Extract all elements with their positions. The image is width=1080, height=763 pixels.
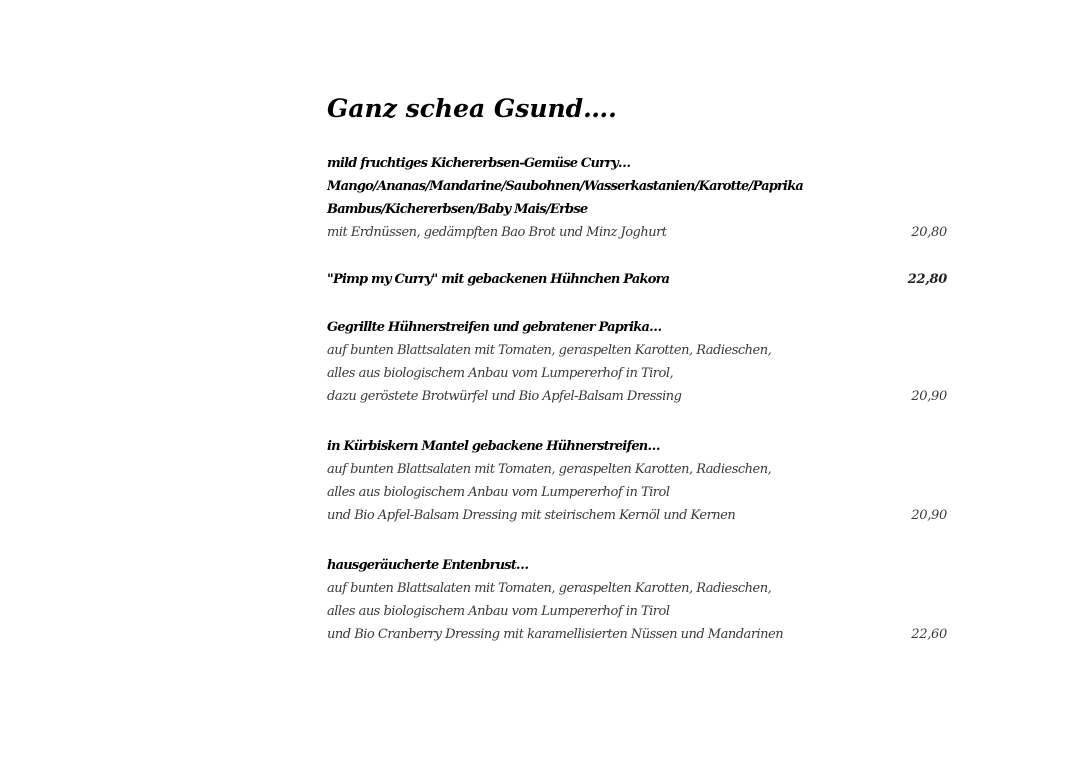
item-description-row	[327, 623, 947, 646]
item-description: alles aus biologischem Anbau vom Lumpererhof in Tirol	[327, 604, 670, 619]
item-name: mild fruchtiges Kichererbsen-Gemüse Curry…	[327, 156, 631, 171]
item-description: auf bunten Blattsalaten mit Tomaten, geraspelten Karotten, Radieschen,	[327, 462, 772, 477]
item-description-row	[327, 221, 947, 244]
menu-item-pimp-my-curry	[327, 268, 947, 291]
item-price: 20,90	[911, 389, 947, 404]
item-name-row	[327, 268, 947, 291]
item-name: Gegrillte Hühnerstreifen und gebratener Paprika…	[327, 320, 662, 335]
item-ingredients: Bambus/Kichererbsen/Baby Mais/Erbse	[327, 202, 588, 217]
item-name: in Kürbiskern Mantel gebackene Hühnerstreifen…	[327, 439, 660, 454]
item-description: dazu geröstete Brotwürfel und Bio Apfel-Balsam Dressing	[327, 389, 682, 404]
item-price: 22,60	[911, 627, 947, 642]
item-price: 20,90	[911, 508, 947, 523]
item-description: und Bio Cranberry Dressing mit karamellisierten Nüssen und Mandarinen	[327, 627, 784, 642]
item-description: alles aus biologischem Anbau vom Lumpererhof in Tirol,	[327, 366, 674, 381]
item-description: mit Erdnüssen, gedämpften Bao Brot und Minz Joghurt	[327, 225, 667, 240]
item-description: und Bio Apfel-Balsam Dressing mit steirischem Kernöl und Kernen	[327, 508, 736, 523]
menu-title: Ganz schea Gsund….	[327, 94, 617, 123]
item-description-row	[327, 504, 947, 527]
item-description: auf bunten Blattsalaten mit Tomaten, geraspelten Karotten, Radieschen,	[327, 581, 772, 596]
item-description-row	[327, 385, 947, 408]
item-price: 20,80	[911, 225, 947, 240]
menu-item-entenbrust	[327, 554, 947, 646]
item-ingredients: Mango/Ananas/Mandarine/Saubohnen/Wasserkastanien/Karotte/Paprika	[327, 179, 804, 194]
item-price: 22,80	[907, 272, 947, 287]
menu-item-curry	[327, 152, 947, 244]
item-description: auf bunten Blattsalaten mit Tomaten, geraspelten Karotten, Radieschen,	[327, 343, 772, 358]
menu-item-kuerbiskern-huehnerstreifen	[327, 435, 947, 527]
item-description: alles aus biologischem Anbau vom Lumpererhof in Tirol	[327, 485, 670, 500]
item-name: "Pimp my Curry" mit gebackenen Hühnchen Pakora	[327, 272, 670, 287]
item-name: hausgeräucherte Entenbrust…	[327, 558, 529, 573]
menu-item-gegrillte-huehnerstreifen	[327, 316, 947, 408]
